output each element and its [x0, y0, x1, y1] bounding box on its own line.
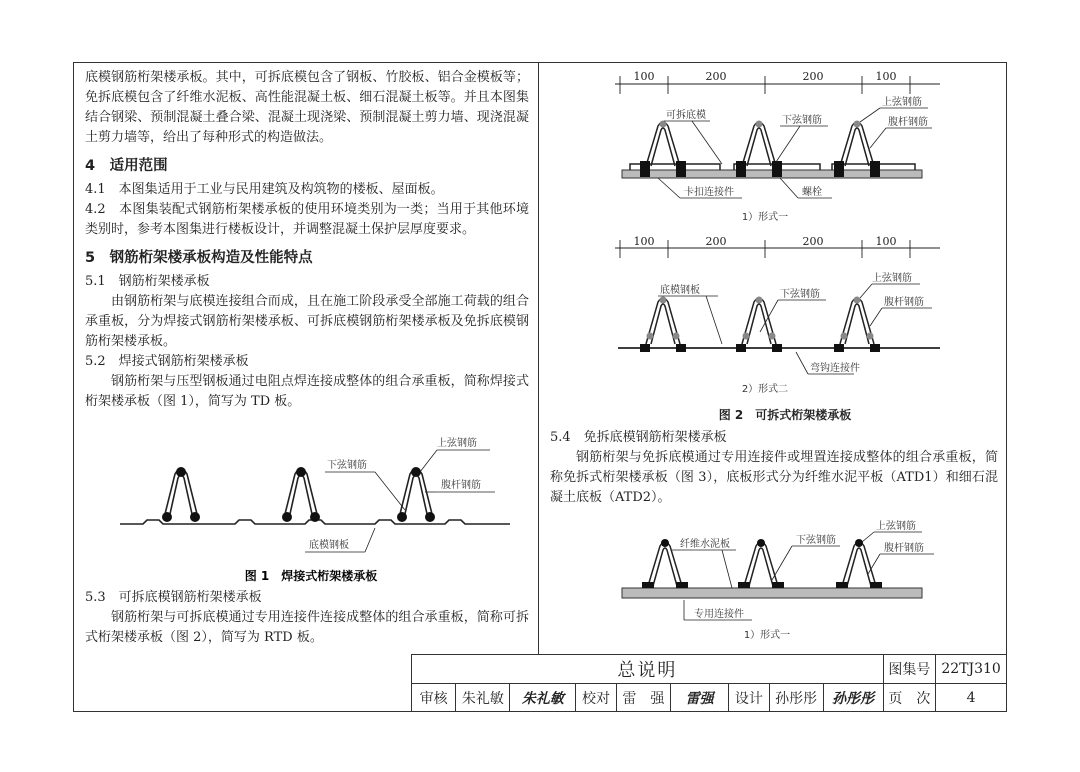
fig3-subcaption: 1）形式一: [743, 630, 791, 641]
reviewer-name: 朱礼敏: [456, 684, 510, 712]
left-column: [85, 68, 529, 412]
fig3-board-label: 纤维水泥板: [680, 539, 730, 550]
checker-signature: 雷强: [671, 684, 729, 712]
figure-2-caption: 图 2 可拆式桁架楼承板: [718, 408, 852, 422]
fig2b-web-bar-label: 腹杆钢筋: [884, 297, 924, 308]
clause-5-3-title: 5.3 可拆底模钢筋桁架楼承板: [85, 590, 262, 605]
fig2b-dim-2: 200: [705, 236, 727, 248]
fig2a-dim-1: 100: [633, 70, 655, 83]
intro-paragraph: 底模钢筋桁架楼承板。其中，可拆底模包含了钢板、竹胶板、铝合金模板等；免拆底模包含了纤维水泥板、高性能混凝土板、细石混凝土板等。并且本图集结合钢梁、预制混凝土叠合梁、混凝土现浇梁、预制混凝土剪力墙、现浇混凝土剪力墙等，给出了每种形式的构造做法。: [85, 70, 529, 145]
fig1-top-bar-label: 上弦钢筋: [437, 438, 477, 449]
section-4-heading: 4 适用范围: [85, 158, 168, 174]
fig2b-hook-label: 弯钩连接件: [810, 363, 860, 374]
clause-5-2-title: 5.2 焊接式钢筋桁架楼承板: [85, 354, 249, 369]
fig2a-dim-3: 200: [802, 70, 824, 83]
fig1-deck-label: 底模钢板: [309, 540, 349, 551]
column-divider: [538, 62, 539, 654]
fig2b-top-bar-label: 上弦钢筋: [872, 273, 912, 284]
designer-signature: 孙彤彤: [823, 684, 883, 712]
design-label: 设计: [729, 684, 769, 712]
checker-name: 雷 强: [616, 684, 670, 712]
fig1-web-bar-label: 腹杆钢筋: [441, 480, 481, 491]
reviewer-signature: 朱礼敏: [510, 684, 576, 712]
figure-3-form-1: [612, 514, 952, 644]
fig2a-subcaption: 1）形式一: [741, 212, 789, 223]
fig2a-dim-2: 200: [705, 70, 727, 83]
fig2a-web-bar-label: 腹杆钢筋: [888, 117, 928, 128]
right-column-text: [550, 428, 998, 508]
title-block: [411, 654, 1007, 712]
atlas-no: 22TJ310: [936, 655, 1007, 684]
left-column-bottom: [85, 588, 529, 648]
page-number: 4: [936, 684, 1007, 712]
fig2a-clip-label: 卡扣连接件: [684, 187, 734, 198]
fig2b-subcaption: 2）形式二: [741, 384, 789, 395]
clause-5-1-title: 5.1 钢筋桁架楼承板: [85, 274, 210, 289]
fig2a-dim-4: 100: [875, 70, 897, 83]
clause-5-4-title: 5.4 免拆底模钢筋桁架楼承板: [550, 430, 727, 445]
fig2b-dim-4: 100: [875, 236, 897, 248]
fig1-bottom-bar-label: 下弦钢筋: [327, 460, 367, 471]
atlas-no-label: 图集号: [883, 655, 935, 684]
clause-4-1: 4.1 本图集适用于工业与民用建筑及构筑物的楼板、屋面板。: [85, 182, 444, 197]
fig2a-removable-form-label: 可拆底模: [666, 110, 706, 121]
fig3-bottom-bar-label: 下弦钢筋: [796, 535, 836, 546]
figure-1-caption: 图 1 焊接式桁架楼承板: [244, 569, 378, 583]
clause-5-3-text: 钢筋桁架与可拆底模通过专用连接件连接成整体的组合承重板，简称可拆式桁架楼承板（图 2），简写为 RTD 板。: [85, 610, 529, 645]
clause-5-4-text: 钢筋桁架与免拆底模通过专用连接件或埋置连接成整体的组合承重板，简称免拆式桁架楼承板（图 3），底板形式分为纤维水泥平板（ATD1）和细石混凝土底板（ATD2）。: [550, 450, 998, 505]
fig3-connector-label: 专用连接件: [694, 609, 744, 620]
fig2a-bolt-label: 螺栓: [802, 187, 822, 198]
fig2a-top-bar-label: 上弦钢筋: [882, 97, 922, 108]
figure-2-form-2: [610, 236, 950, 400]
drawing-title: 总说明: [412, 655, 884, 684]
fig3-web-bar-label: 腹杆钢筋: [884, 543, 924, 554]
fig2a-bottom-bar-label: 下弦钢筋: [782, 115, 822, 126]
fig2b-dim-3: 200: [802, 236, 824, 248]
figure-1-welded-truss-deck: [115, 432, 525, 592]
review-label: 审核: [412, 684, 456, 712]
check-label: 校对: [576, 684, 616, 712]
fig2b-deck-label: 底模钢板: [660, 285, 700, 296]
fig3-top-bar-label: 上弦钢筋: [876, 521, 916, 532]
section-5-heading: 5 钢筋桁架楼承板构造及性能特点: [85, 250, 313, 266]
designer-name: 孙彤彤: [769, 684, 823, 712]
clause-5-1-text: 由钢筋桁架与底模连接组合而成，且在施工阶段承受全部施工荷载的组合承重板，分为焊接式钢筋桁架楼承板、可拆底模钢筋桁架楼承板及免拆底模钢筋桁架楼承板。: [85, 294, 529, 349]
page-label: 页 次: [883, 684, 935, 712]
fig2b-dim-1: 100: [633, 236, 655, 248]
clause-5-2-text: 钢筋桁架与压型钢板通过电阻点焊连接成整体的组合承重板，简称焊接式桁架楼承板（图 1），简写为 TD 板。: [85, 374, 529, 409]
clause-4-2: 4.2 本图集装配式钢筋桁架楼承板的使用环境类别为一类；当用于其他环境类别时，参考本图集进行楼板设计，并调整混凝土保护层厚度要求。: [85, 202, 529, 237]
fig2b-bottom-bar-label: 下弦钢筋: [780, 289, 820, 300]
figure-2-form-1: [610, 66, 950, 226]
